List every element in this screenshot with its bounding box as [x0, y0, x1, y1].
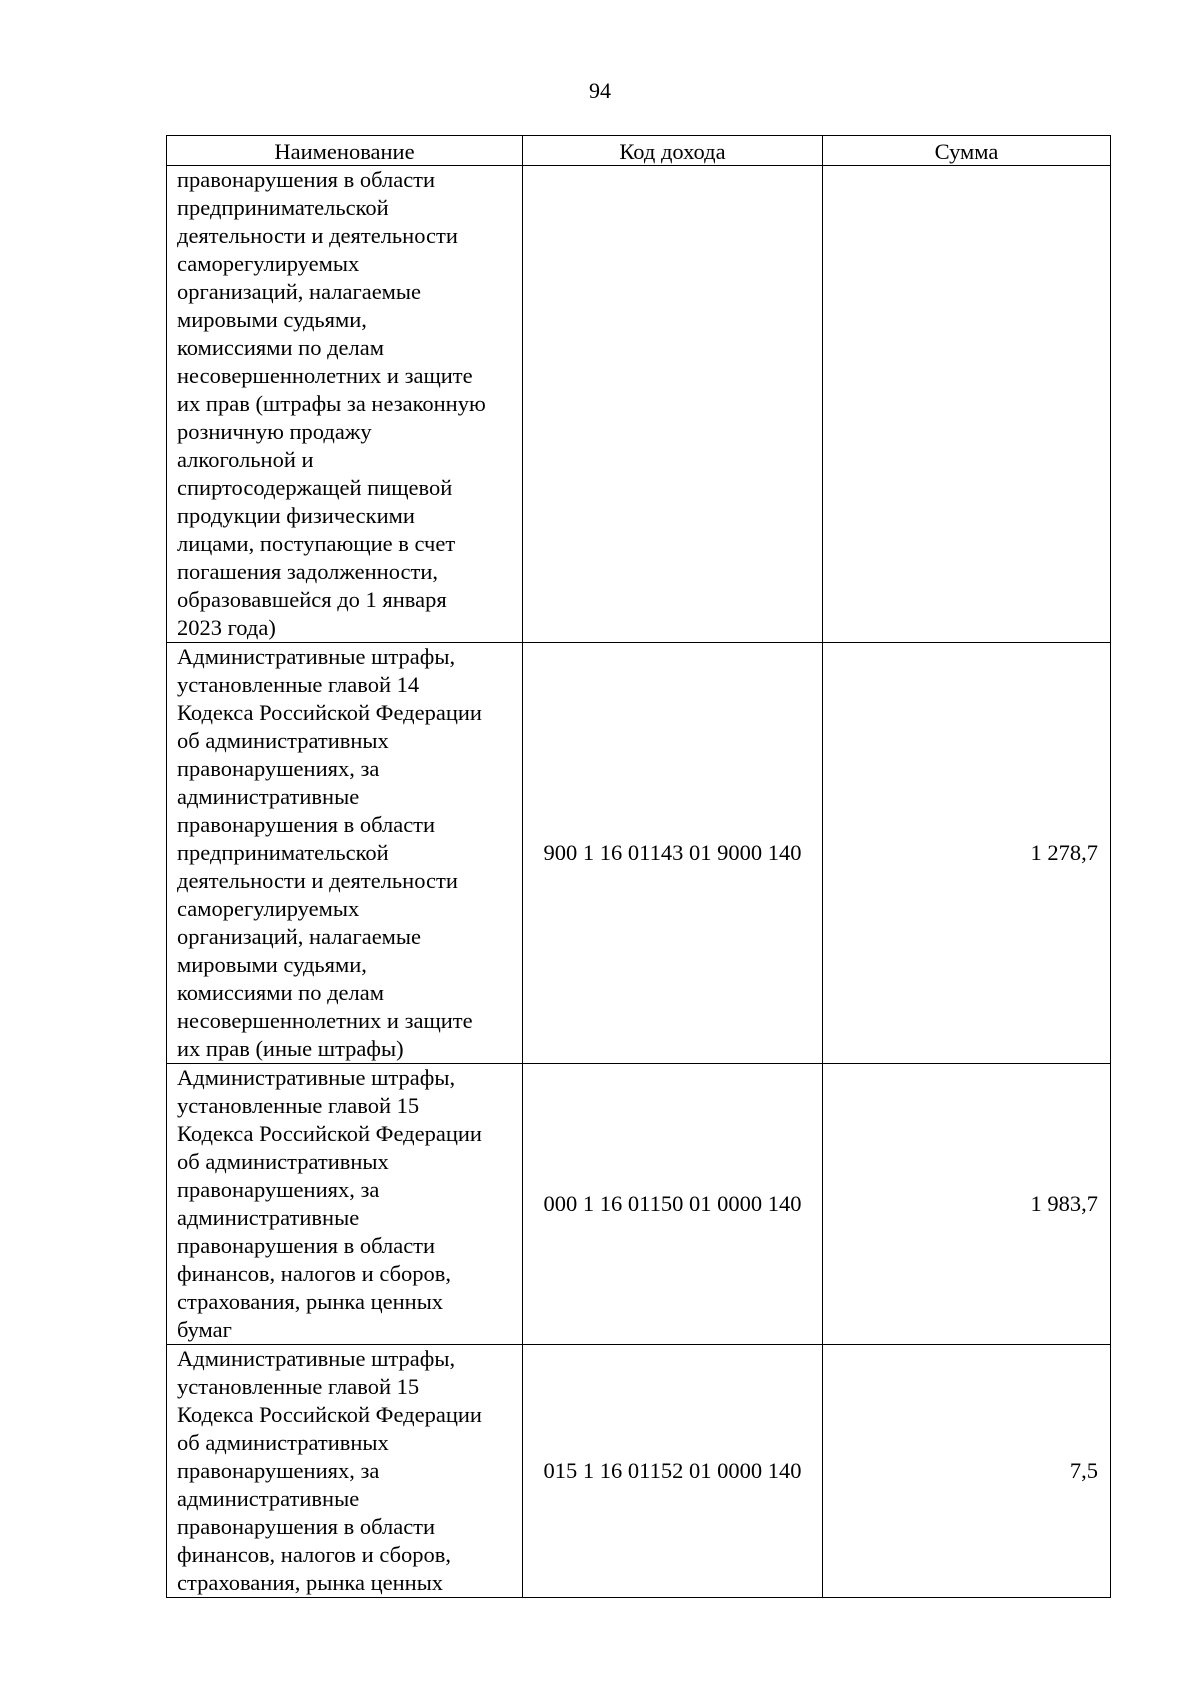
row-code-cell: [523, 166, 823, 643]
page-number: 94: [589, 78, 611, 103]
table-row: [167, 1345, 1111, 1598]
table-row: [167, 1064, 1111, 1345]
row-code-cell: 015 1 16 01152 01 0000 140: [523, 1345, 823, 1598]
row-sum-cell: 7,5: [823, 1345, 1111, 1598]
table-header-row: [167, 136, 1111, 166]
row-code-cell: 000 1 16 01150 01 0000 140: [523, 1064, 823, 1345]
table-row: [167, 166, 1111, 643]
row-name-cell: Административные штрафы, установленные главой 14 Кодекса Российской Федерации об административных правонарушениях, за административные правонарушения в области предпринимательской деятельности и деятельности саморегулируемых организаций, налагаемые мировыми судьями, комиссиями по делам несовершеннолетних и защите их прав (иные штрафы): [167, 643, 523, 1064]
row-code-cell: 900 1 16 01143 01 9000 140: [523, 643, 823, 1064]
row-name-cell: Административные штрафы, установленные главой 15 Кодекса Российской Федерации об административных правонарушениях, за административные правонарушения в области финансов, налогов и сборов, страхования, рынка ценных: [167, 1345, 523, 1598]
row-name-cell: Административные штрафы, установленные главой 15 Кодекса Российской Федерации об административных правонарушениях, за административные правонарушения в области финансов, налогов и сборов, страхования, рынка ценных бумаг: [167, 1064, 523, 1345]
header-name: Наименование: [167, 136, 523, 166]
row-name-cell: правонарушения в области предпринимательской деятельности и деятельности саморегулируемых организаций, налагаемые мировыми судьями, комиссиями по делам несовершеннолетних и защите их прав (штрафы за незаконную розничную продажу алкогольной и спиртосодержащей пищевой продукции физическими лицами, поступающие в счет погашения задолженности, образовавшейся до 1 января 2023 года): [167, 166, 523, 643]
row-sum-cell: 1 983,7: [823, 1064, 1111, 1345]
header-sum: Сумма: [823, 136, 1111, 166]
table-row: [167, 643, 1111, 1064]
income-table: [166, 135, 1111, 1598]
row-sum-cell: 1 278,7: [823, 643, 1111, 1064]
header-income-code: Код дохода: [523, 136, 823, 166]
row-sum-cell: [823, 166, 1111, 643]
